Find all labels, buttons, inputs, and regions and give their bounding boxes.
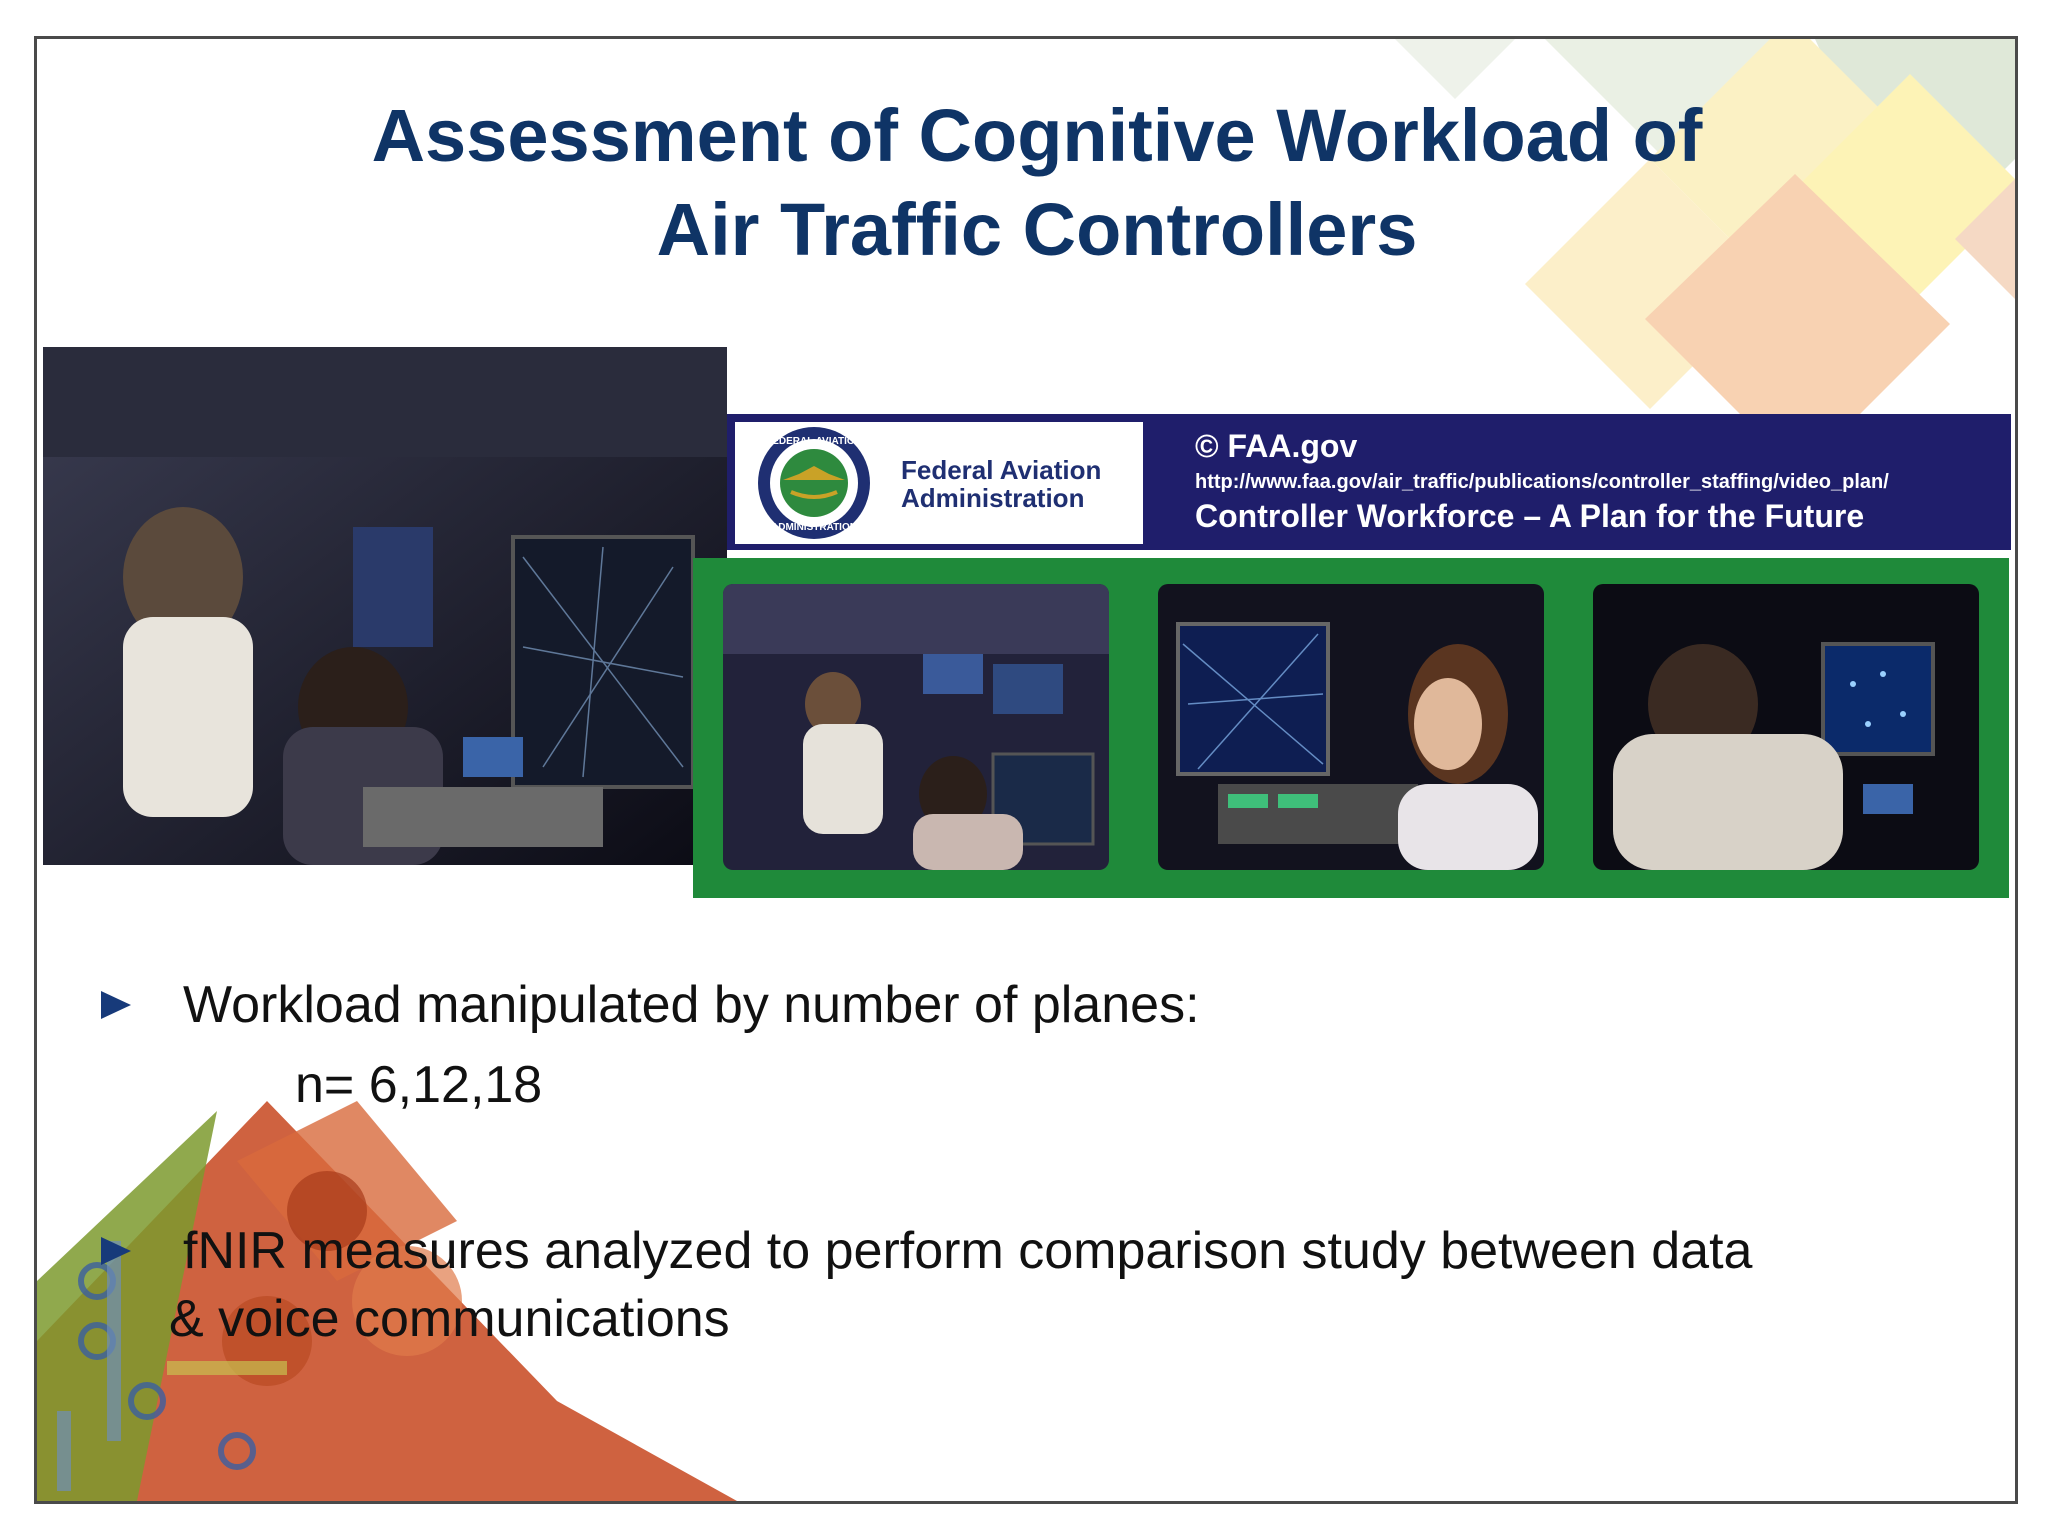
faa-agency-name — [901, 456, 1101, 512]
control-room-photo — [43, 347, 727, 865]
slide — [34, 36, 2018, 1504]
faa-agency-line-1: Federal Aviation — [901, 455, 1102, 485]
slide-title-line-2: Air Traffic Controllers — [656, 188, 1418, 271]
faa-seal-bottom-text: ADMINISTRATION — [771, 522, 857, 533]
bullet-1-text: Workload manipulated by number of planes: — [183, 976, 1200, 1034]
faa-seal-icon — [739, 422, 889, 544]
bullet-arrow-icon — [101, 1237, 131, 1265]
bullet-2-text-line-1: fNIR measures analyzed to perform comparison study between data — [183, 1222, 1753, 1280]
video-thumbnail-panel — [693, 558, 2009, 898]
bullet-arrow-icon — [101, 991, 131, 1019]
video-thumbnail-3 — [1593, 584, 1979, 870]
faa-agency-line-2: Administration — [901, 483, 1085, 513]
bullet-2-text-line-2: & voice communications — [169, 1290, 730, 1348]
slide-title — [187, 89, 1887, 277]
slide-title-line-1: Assessment of Cognitive Workload of — [371, 94, 1703, 177]
video-thumbnail-1 — [723, 584, 1109, 870]
faa-copyright: © FAA.gov — [1195, 428, 1358, 464]
faa-url: http://www.faa.gov/air_traffic/publications/controller_staffing/video_plan/ — [1195, 471, 1889, 493]
faa-seal-top-text: FEDERAL AVIATION — [766, 436, 862, 447]
video-thumbnail-2 — [1158, 584, 1544, 870]
faa-banner — [727, 414, 2011, 550]
faa-tagline: Controller Workforce – A Plan for the Future — [1195, 498, 1865, 534]
bullet-1-subtext: n= 6,12,18 — [295, 1056, 543, 1114]
faa-logo-box — [735, 422, 1143, 544]
